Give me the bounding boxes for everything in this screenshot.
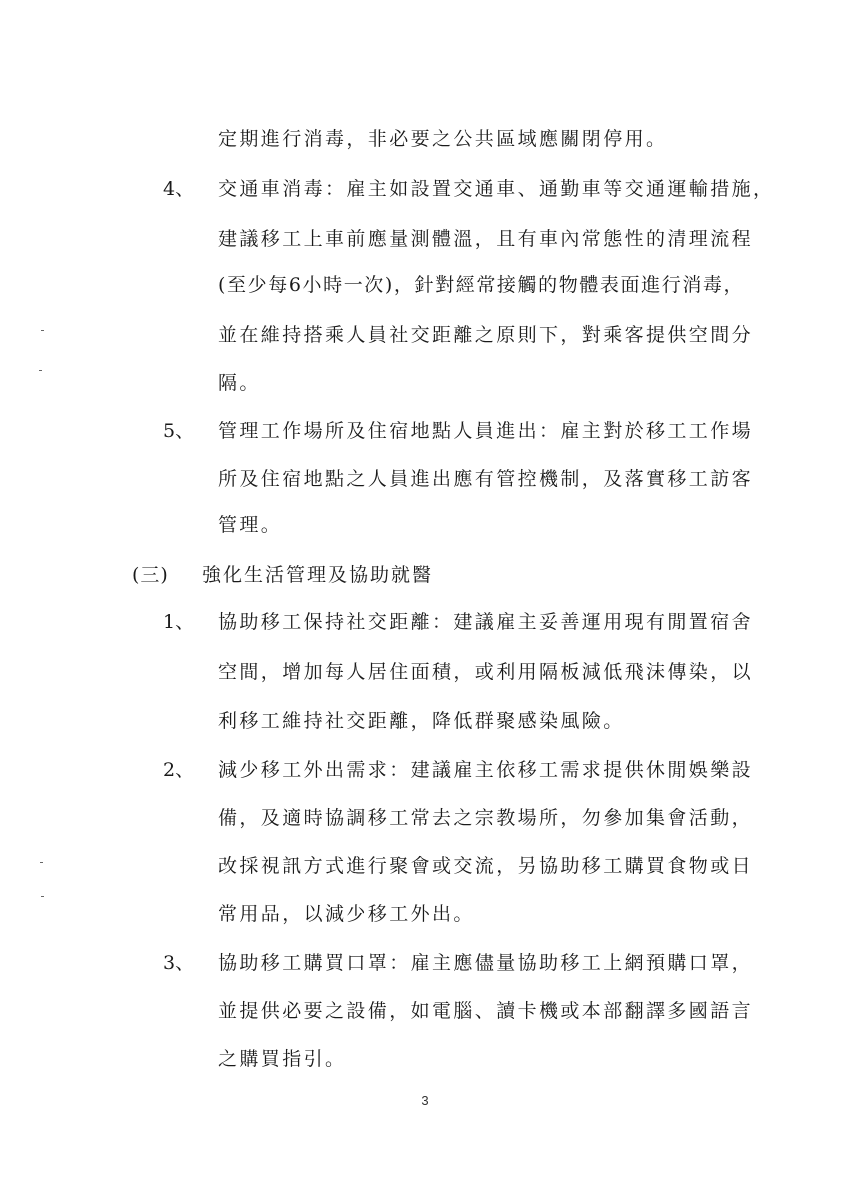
paragraph-line: 隔。 xyxy=(218,372,261,394)
paragraph-line: 管理工作場所及住宿地點人員進出：雇主對於移工工作場 xyxy=(218,420,754,442)
scan-speck xyxy=(41,330,44,331)
scan-speck xyxy=(41,896,44,897)
paragraph-line: 利移工維持社交距離，降低群聚感染風險。 xyxy=(218,710,625,732)
paragraph-line: 協助移工保持社交距離：建議雇主妥善運用現有閒置宿舍 xyxy=(218,611,754,633)
paragraph-line: (至少每6小時一次)，針對經常接觸的物體表面進行消毒， xyxy=(218,274,745,296)
paragraph-line: 空間，增加每人居住面積，或利用隔板減低飛沫傳染，以 xyxy=(218,661,754,683)
paragraph-line: 改採視訊方式進行聚會或交流，另協助移工購買食物或日 xyxy=(218,855,754,877)
scan-speck xyxy=(39,370,42,371)
paragraph-line: 管理。 xyxy=(218,514,283,536)
page-number: 3 xyxy=(421,1093,429,1108)
paragraph-line: 並提供必要之設備，如電腦、讀卡機或本部翻譯多國語言 xyxy=(218,1000,754,1022)
paragraph-line: 交通車消毒：雇主如設置交通車、通勤車等交通運輸措施， xyxy=(218,178,775,200)
paragraph-line: 建議移工上車前應量測體溫，且有車內常態性的清理流程 xyxy=(218,228,754,250)
section-number: (三) xyxy=(132,564,169,586)
paragraph-line: 備，及適時協調移工常去之宗教場所，勿參加集會活動， xyxy=(218,807,754,829)
paragraph-line: 並在維持搭乘人員社交距離之原則下，對乘客提供空間分 xyxy=(218,324,754,346)
paragraph-line: 定期進行消毒，非必要之公共區域應關閉停用。 xyxy=(218,128,668,150)
item-number: 2、 xyxy=(163,759,195,781)
item-number: 5、 xyxy=(163,420,195,442)
paragraph-line: 之購買指引。 xyxy=(218,1048,347,1070)
paragraph-line: 常用品，以減少移工外出。 xyxy=(218,903,475,925)
scan-speck xyxy=(40,862,43,863)
paragraph-line: 所及住宿地點之人員進出應有管控機制，及落實移工訪客 xyxy=(218,468,754,490)
paragraph-line: 減少移工外出需求：建議雇主依移工需求提供休閒娛樂設 xyxy=(218,759,754,781)
paragraph-line: 協助移工購買口罩：雇主應儘量協助移工上網預購口罩， xyxy=(218,952,754,974)
item-number: 3、 xyxy=(163,952,195,974)
item-number: 4、 xyxy=(163,178,195,200)
section-title: 強化生活管理及協助就醫 xyxy=(202,564,434,586)
item-number: 1、 xyxy=(163,611,195,633)
